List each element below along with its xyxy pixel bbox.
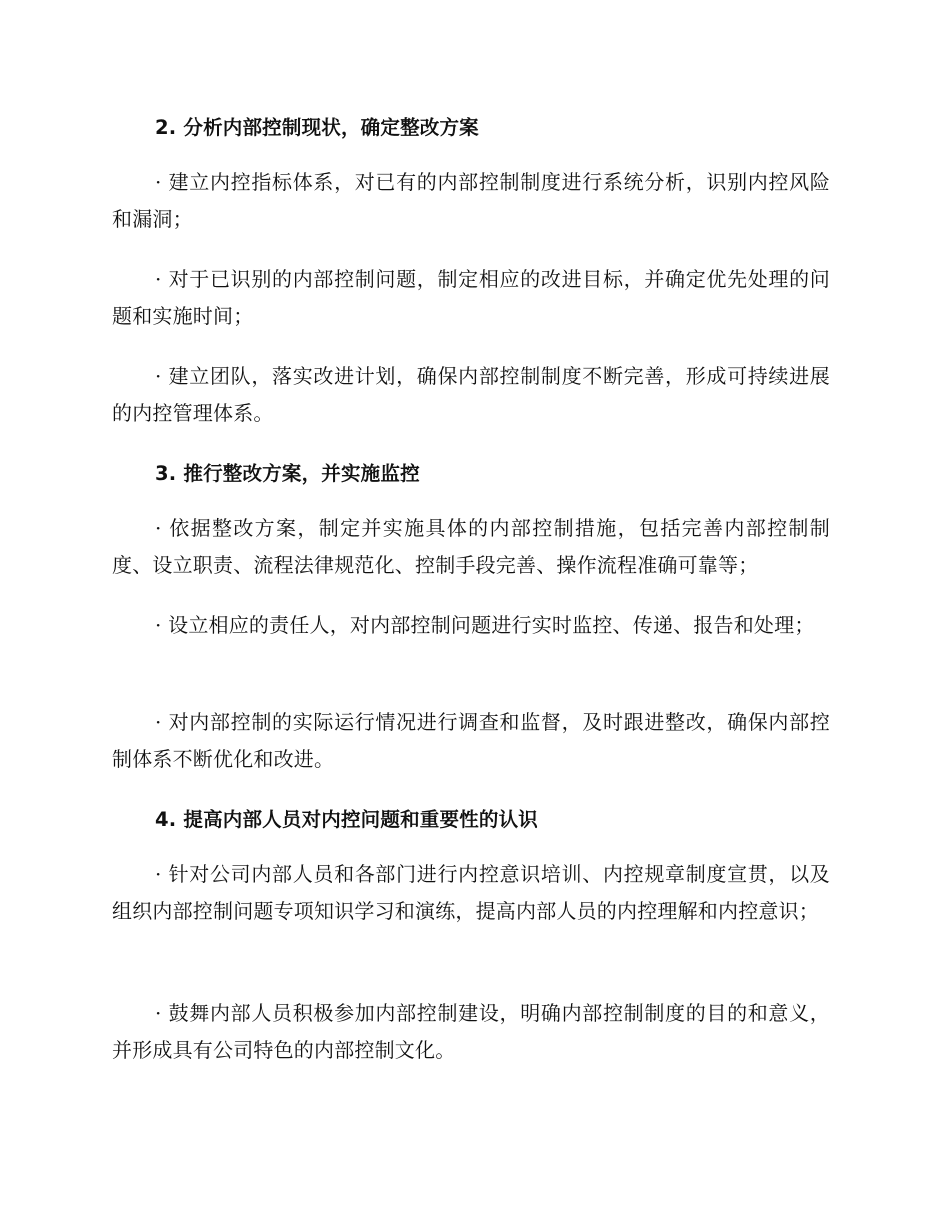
section-heading-2: 2. 分析内部控制现状，确定整改方案	[155, 116, 479, 139]
paragraph-4-2: · 鼓舞内部人员积极参加内部控制建设，明确内部控制制度的目的和意义，并形成具有公司特色的内部控制文化。	[112, 1001, 830, 1062]
paragraph-2-2: · 对于已识别的内部控制问题，制定相应的改进目标，并确定优先处理的问题和实施时间；	[112, 267, 830, 328]
section-heading-3: 3. 推行整改方案，并实施监控	[155, 462, 420, 485]
paragraph-4-1: · 针对公司内部人员和各部门进行内控意识培训、内控规章制度宣贯，以及组织内部控制问题专项知识学习和演练，提高内部人员的内控理解和内控意识；	[112, 862, 830, 923]
section-heading-4: 4. 提高内部人员对内控问题和重要性的认识	[155, 808, 538, 831]
paragraph-3-3: · 对内部控制的实际运行情况进行调查和监督，及时跟进整改，确保内部控制体系不断优化和改进。	[112, 710, 830, 771]
paragraph-2-3: · 建立团队，落实改进计划，确保内部控制制度不断完善，形成可持续进展的内控管理体系。	[112, 364, 830, 425]
paragraph-2-1: · 建立内控指标体系，对已有的内部控制制度进行系统分析，识别内控风险和漏洞；	[112, 170, 830, 231]
paragraph-3-2: · 设立相应的责任人，对内部控制问题进行实时监控、传递、报告和处理；	[155, 613, 815, 637]
paragraph-3-1: · 依据整改方案，制定并实施具体的内部控制措施，包括完善内部控制制度、设立职责、流程法律规范化、控制手段完善、操作流程准确可靠等；	[112, 516, 830, 577]
